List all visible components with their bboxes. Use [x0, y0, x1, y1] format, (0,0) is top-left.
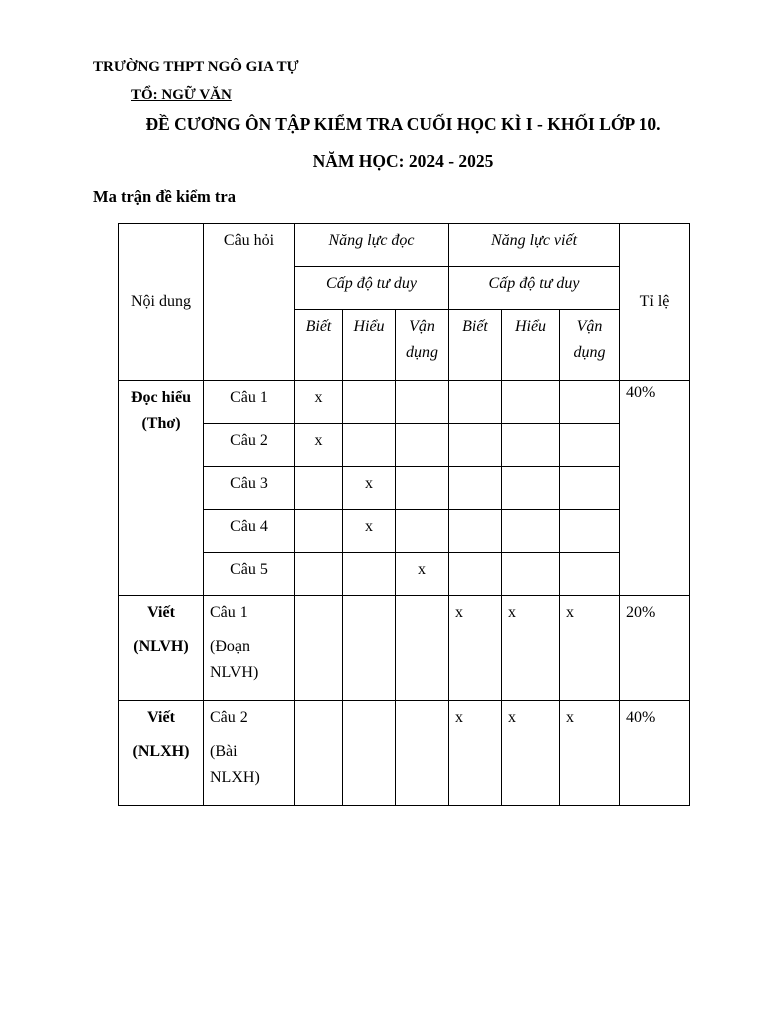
table-row: [119, 381, 690, 424]
writing-1-label: [119, 596, 204, 701]
empty-cell: [502, 553, 560, 596]
writing-2-question: [204, 701, 295, 806]
mark-cell: x: [502, 701, 560, 806]
empty-cell: [396, 467, 449, 510]
question-cell: Câu 5: [204, 553, 295, 596]
table-row: [119, 701, 690, 806]
empty-cell: [343, 424, 396, 467]
empty-cell: [449, 553, 502, 596]
empty-cell: [502, 424, 560, 467]
empty-cell: [295, 467, 343, 510]
empty-cell: [560, 510, 620, 553]
header-apply-writing: [560, 310, 620, 381]
empty-cell: [502, 467, 560, 510]
empty-cell: [295, 701, 343, 806]
header-understand-reading: Hiểu: [343, 310, 396, 381]
empty-cell: [449, 467, 502, 510]
header-writing: Năng lực viết: [449, 224, 620, 267]
department-name: TỔ: NGỮ VĂN: [131, 87, 232, 103]
mark-cell: x: [502, 596, 560, 701]
question-cell: Câu 3: [204, 467, 295, 510]
reading-group-ratio-value: 40%: [626, 384, 656, 401]
header-content: Nội dung: [119, 224, 204, 381]
table-row: [119, 424, 690, 467]
question-cell: Câu 2: [204, 424, 295, 467]
empty-cell: [343, 553, 396, 596]
header-know-reading: Biết: [295, 310, 343, 381]
mark-cell: x: [396, 553, 449, 596]
mark-cell: x: [449, 596, 502, 701]
header-question: Câu hỏi: [204, 224, 295, 381]
header-level-writing: Cấp độ tư duy: [449, 267, 620, 310]
empty-cell: [343, 381, 396, 424]
writing-2-ratio: 40%: [620, 701, 690, 806]
empty-cell: [560, 553, 620, 596]
writing-1-label-line-2: (NLVH): [133, 638, 189, 655]
writing-2-question-line-3: NLXH): [210, 769, 260, 786]
header-ratio: Tỉ lệ: [620, 224, 690, 381]
header-apply-writing-line-1: Vận: [576, 318, 603, 335]
mark-cell: x: [560, 596, 620, 701]
header-row-1: [119, 224, 690, 267]
reading-group-label-line-2: (Thơ): [141, 415, 181, 432]
empty-cell: [396, 701, 449, 806]
mark-cell: x: [295, 381, 343, 424]
writing-2-label: [119, 701, 204, 806]
header-apply-reading: [396, 310, 449, 381]
empty-cell: [449, 381, 502, 424]
empty-cell: [449, 510, 502, 553]
header-know-writing: Biết: [449, 310, 502, 381]
mark-cell: x: [343, 467, 396, 510]
writing-1-ratio: 20%: [620, 596, 690, 701]
writing-1-label-line-1: Viết: [147, 604, 175, 621]
empty-cell: [343, 701, 396, 806]
table-row: [119, 553, 690, 596]
empty-cell: [396, 381, 449, 424]
table-row: [119, 596, 690, 701]
writing-1-question: [204, 596, 295, 701]
writing-1-question-line-1: Câu 1: [210, 604, 248, 621]
section-heading: Ma trận đề kiểm tra: [93, 187, 236, 206]
empty-cell: [560, 424, 620, 467]
school-year: NĂM HỌC: 2024 - 2025: [312, 151, 494, 171]
header-level-reading: Cấp độ tư duy: [295, 267, 449, 310]
question-cell: Câu 1: [204, 381, 295, 424]
empty-cell: [502, 510, 560, 553]
empty-cell: [396, 510, 449, 553]
writing-1-question-line-2: (Đoạn: [210, 638, 250, 655]
header-apply-reading-line-2: dụng: [406, 344, 438, 361]
writing-2-label-line-2: (NLXH): [132, 743, 190, 760]
school-name: TRƯỜNG THPT NGÔ GIA TỰ: [93, 59, 299, 75]
assessment-matrix-table: [118, 223, 690, 806]
mark-cell: x: [560, 701, 620, 806]
mark-cell: x: [295, 424, 343, 467]
mark-cell: x: [449, 701, 502, 806]
header-understand-writing: Hiểu: [502, 310, 560, 381]
reading-group-ratio: [620, 381, 690, 596]
empty-cell: [396, 596, 449, 701]
header-apply-reading-line-1: Vận: [409, 318, 435, 335]
empty-cell: [560, 467, 620, 510]
empty-cell: [396, 424, 449, 467]
writing-2-question-line-2: (Bài: [210, 743, 238, 760]
empty-cell: [295, 553, 343, 596]
mark-cell: x: [343, 510, 396, 553]
empty-cell: [343, 596, 396, 701]
document-title: ĐỀ CƯƠNG ÔN TẬP KIỂM TRA CUỐI HỌC KÌ I - KHỐI LỚP 10.: [145, 114, 661, 134]
empty-cell: [295, 596, 343, 701]
empty-cell: [295, 510, 343, 553]
writing-2-question-line-1: Câu 2: [210, 709, 248, 726]
table-row: [119, 467, 690, 510]
empty-cell: [560, 381, 620, 424]
empty-cell: [502, 381, 560, 424]
table-row: [119, 510, 690, 553]
reading-group-label: [119, 381, 204, 596]
reading-group-label-line-1: Đọc hiểu: [131, 389, 191, 406]
header-reading: Năng lực đọc: [295, 224, 449, 267]
writing-1-question-line-3: NLVH): [210, 664, 259, 681]
header-apply-writing-line-2: dụng: [573, 344, 606, 361]
writing-2-label-line-1: Viết: [147, 709, 175, 726]
question-cell: Câu 4: [204, 510, 295, 553]
empty-cell: [449, 424, 502, 467]
